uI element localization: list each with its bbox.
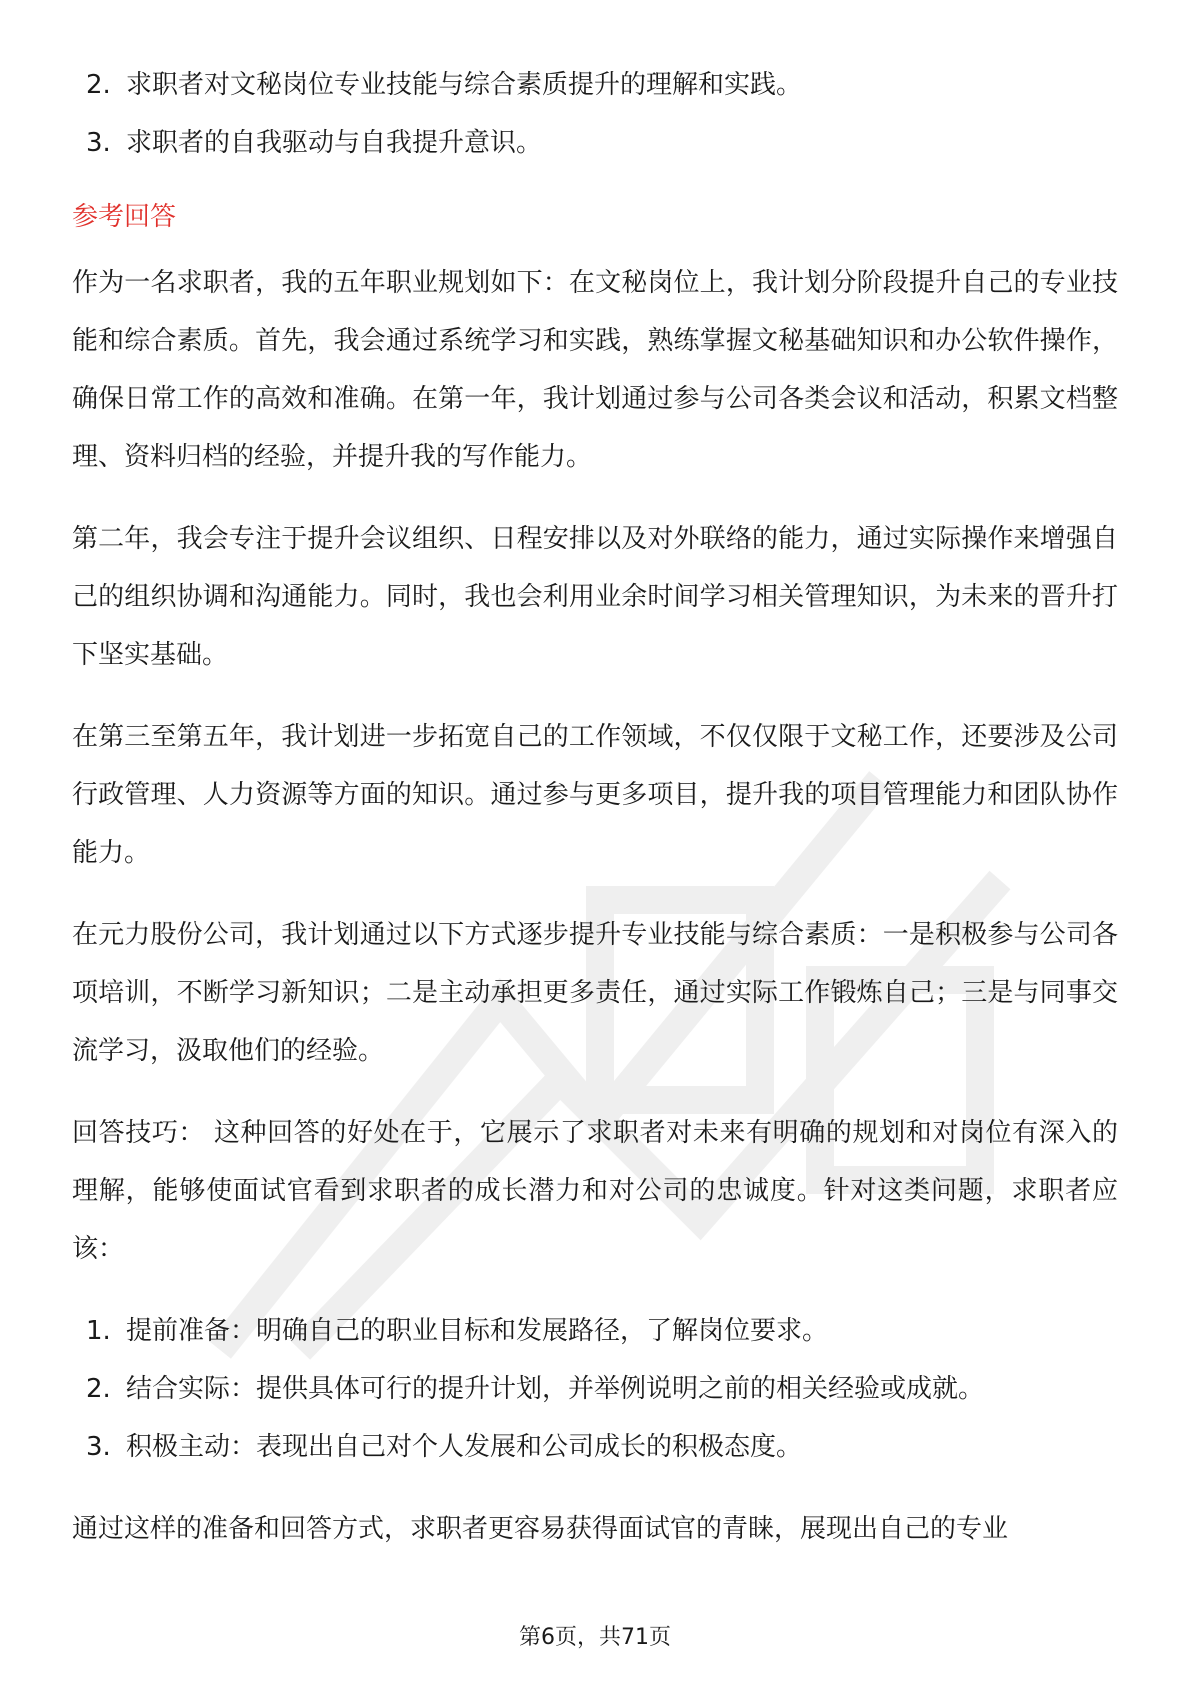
section-title-reference-answer: 参考回答 bbox=[72, 202, 177, 232]
content-area bbox=[72, 56, 1118, 1582]
list-item-text: 结合实际：提供具体可行的提升计划，并举例说明之前的相关经验或成就。 bbox=[126, 1374, 985, 1404]
list-item-number: 2. bbox=[86, 70, 111, 100]
paragraph: 在第三至第五年，我计划进一步拓宽自己的工作领域，不仅仅限于文秘工作，还要涉及公司行政管理、人力资源等方面的知识。通过参与更多项目，提升我的项目管理能力和团队协作能力。 bbox=[72, 722, 1118, 868]
list-item bbox=[72, 114, 1118, 172]
list-item bbox=[72, 1418, 1118, 1476]
page-footer: 第6页，共71页 bbox=[519, 1625, 671, 1650]
answer-tips-paragraph: 回答技巧： 这种回答的好处在于，它展示了求职者对未来有明确的规划和对岗位有深入的理解，能够使面试官看到求职者的成长潜力和对公司的忠诚度。针对这类问题，求职者应该： bbox=[72, 1118, 1118, 1264]
closing-paragraph: 通过这样的准备和回答方式，求职者更容易获得面试官的青睐，展现出自己的专业 bbox=[72, 1514, 1009, 1544]
paragraph: 第二年，我会专注于提升会议组织、日程安排以及对外联络的能力，通过实际操作来增强自己的组织协调和沟通能力。同时，我也会利用业余时间学习相关管理知识，为未来的晋升打下坚实基础。 bbox=[72, 524, 1118, 670]
list-item-text: 提前准备：明确自己的职业目标和发展路径，了解岗位要求。 bbox=[126, 1316, 829, 1346]
tips-list bbox=[72, 1302, 1118, 1476]
list-item-text: 积极主动：表现出自己对个人发展和公司成长的积极态度。 bbox=[126, 1432, 803, 1462]
list-item-number: 3. bbox=[86, 1432, 111, 1462]
paragraph: 在元力股份公司，我计划通过以下方式逐步提升专业技能与综合素质：一是积极参与公司各项培训，不断学习新知识；二是主动承担更多责任，通过实际工作锻炼自己；三是与同事交流学习，汲取他们的经验。 bbox=[72, 920, 1118, 1066]
list-item-text: 求职者对文秘岗位专业技能与综合素质提升的理解和实践。 bbox=[126, 70, 803, 100]
evaluation-points-list bbox=[72, 56, 1118, 172]
list-item-number: 1. bbox=[86, 1316, 111, 1346]
list-item bbox=[72, 1302, 1118, 1360]
list-item-number: 2. bbox=[86, 1374, 111, 1404]
list-item-text: 求职者的自我驱动与自我提升意识。 bbox=[126, 128, 543, 158]
paragraph: 作为一名求职者，我的五年职业规划如下：在文秘岗位上，我计划分阶段提升自己的专业技能和综合素质。首先，我会通过系统学习和实践，熟练掌握文秘基础知识和办公软件操作，确保日常工作的高效和准确。在第一年，我计划通过参与公司各类会议和活动，积累文档整理、资料归档的经验，并提升我的写作能力。 bbox=[72, 268, 1118, 472]
list-item bbox=[72, 56, 1118, 114]
list-item bbox=[72, 1360, 1118, 1418]
list-item-number: 3. bbox=[86, 128, 111, 158]
